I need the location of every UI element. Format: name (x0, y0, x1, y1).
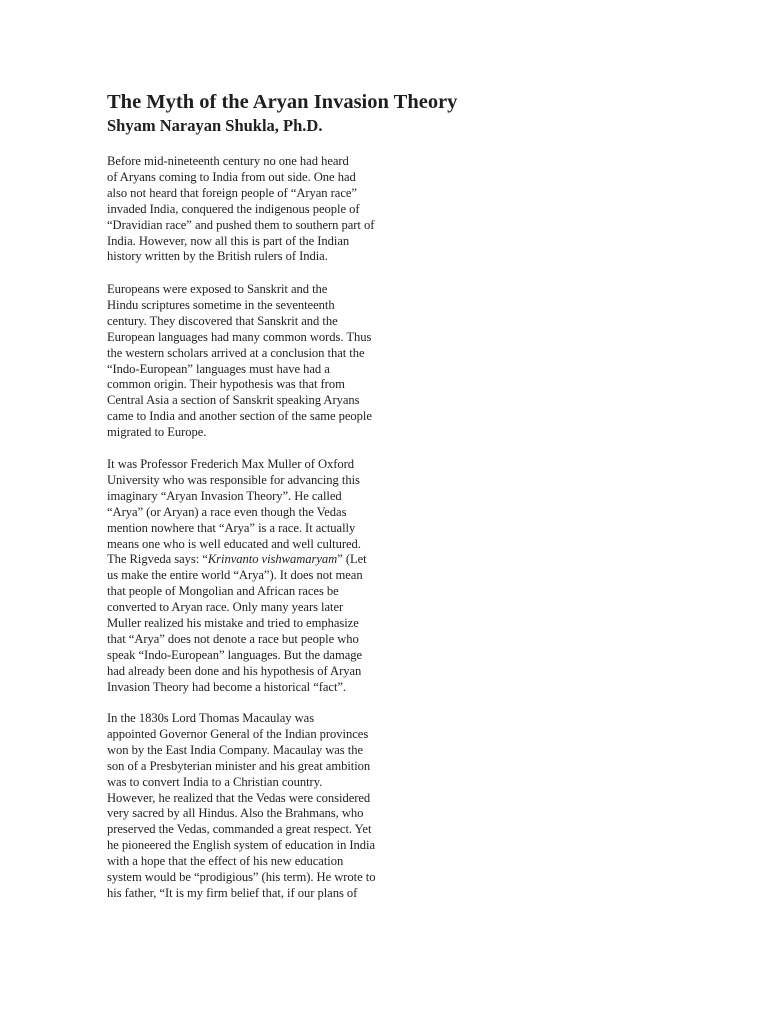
text-line: India. However, now all this is part of the Indian (107, 233, 350, 248)
text-line: Muller realized his mistake and tried to emphasize (107, 616, 359, 631)
text-line: won by the East India Company. Macaulay was the (107, 742, 363, 757)
text-line: century. They discovered that Sanskrit and the (107, 313, 338, 328)
text-line: that “Arya” does not denote a race but people who (107, 631, 359, 646)
text-line: his father, “It is my firm belief that, if our plans of (107, 885, 358, 900)
text-line: that people of Mongolian and African races be (107, 584, 339, 599)
text-line: with a hope that the effect of his new education (107, 854, 344, 869)
text-line: “Indo-European” languages must have had a (107, 361, 330, 376)
document-author: Shyam Narayan Shukla, Ph.D. (107, 116, 323, 135)
text-line: imaginary “Aryan Invasion Theory”. He called (107, 488, 342, 503)
text-line: history written by the British rulers of India. (107, 249, 328, 264)
text-line-with-italic (107, 552, 367, 568)
text-line: Central Asia a section of Sanskrit speaking Aryans (107, 393, 360, 408)
text-line: very sacred by all Hindus. Also the Brahmans, who (107, 806, 364, 821)
text-line: mention nowhere that “Arya” is a race. It actually (107, 520, 356, 535)
text-line: son of a Presbyterian minister and his great ambition (107, 758, 371, 773)
text-line: preserved the Vedas, commanded a great respect. Yet (107, 822, 372, 837)
paragraph-3 (107, 457, 367, 696)
text-line: system would be “prodigious” (his term). He wrote to (107, 870, 376, 885)
text-line: us make the entire world “Arya”). It does not mean (107, 568, 363, 583)
text-line: common origin. Their hypothesis was that from (107, 377, 345, 392)
text-line: invaded India, conquered the indigenous people of (107, 201, 360, 216)
text-line: In the 1830s Lord Thomas Macaulay was (107, 711, 315, 725)
text-line: migrated to Europe. (107, 425, 207, 440)
text-line: he pioneered the English system of education in India (107, 838, 376, 853)
document-title: The Myth of the Aryan Invasion Theory (107, 91, 458, 113)
paragraph-4 (107, 711, 375, 902)
text-line: European languages had many common words. Thus (107, 329, 372, 344)
text-line: the western scholars arrived at a conclusion that the (107, 345, 365, 360)
text-line: appointed Governor General of the Indian provinces (107, 726, 369, 741)
text-line: converted to Aryan race. Only many years later (107, 600, 344, 615)
text-line: It was Professor Frederich Max Muller of Oxford (107, 457, 355, 471)
paragraph-2 (107, 282, 372, 441)
text-line: Invasion Theory had become a historical “fact”. (107, 679, 347, 694)
line-suffix: ” (Let (337, 552, 367, 567)
text-line: means one who is well educated and well cultured. (107, 536, 361, 551)
text-line: “Dravidian race” and pushed them to southern part of (107, 217, 375, 232)
text-line: speak “Indo-European” languages. But the damage (107, 647, 363, 662)
text-line: of Aryans coming to India from out side. One had (107, 169, 356, 184)
text-line: had already been done and his hypothesis of Aryan (107, 663, 362, 678)
document-page (107, 88, 458, 900)
text-line: also not heard that foreign people of “Aryan race” (107, 185, 357, 200)
text-line: came to India and another section of the same people (107, 409, 372, 424)
text-line: was to convert India to a Christian country. (107, 774, 323, 789)
text-line: Hindu scriptures sometime in the seventeenth (107, 297, 335, 312)
text-line: “Arya” (or Aryan) a race even though the Vedas (107, 504, 347, 519)
paragraph-1 (107, 154, 374, 265)
line-prefix: The Rigveda says: “ (107, 552, 208, 567)
text-line: Before mid-nineteenth century no one had heard (107, 154, 349, 168)
text-line: However, he realized that the Vedas were considered (107, 790, 371, 805)
sanskrit-quote: Krinvanto vishwamaryam (207, 552, 338, 567)
text-line: Europeans were exposed to Sanskrit and the (107, 282, 328, 296)
text-line: University who was responsible for advancing this (107, 472, 360, 487)
